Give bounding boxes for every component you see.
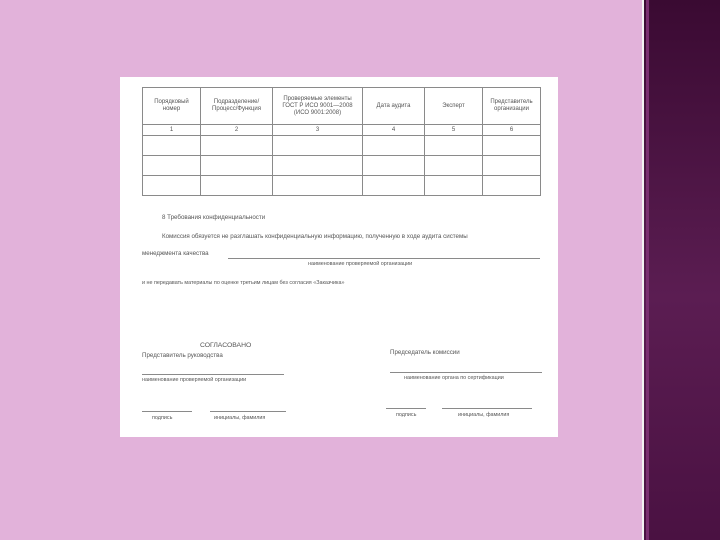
column-number-row <box>143 125 541 136</box>
name-line <box>442 408 532 409</box>
header-cell: Представитель организации <box>483 88 541 125</box>
header-cell: Подразделение/ Процесс/Функция <box>201 88 273 125</box>
section-heading: 8 Требования конфиденциальности <box>162 214 266 221</box>
approved-heading: СОГЛАСОВАНО <box>200 342 252 349</box>
caption-signature: подпись <box>396 412 417 418</box>
commission-chairman-label: Председатель комиссии <box>390 349 460 356</box>
column-number: 3 <box>273 125 363 136</box>
management-representative-label: Представитель руководства <box>142 352 223 359</box>
caption-organization: наименование проверяемой организации <box>308 261 413 267</box>
decorative-side-panel <box>642 0 720 540</box>
section-body-text: Комиссия обязуется не разглашать конфиденциальную информацию, полученную в ходе аудита системы <box>162 233 468 240</box>
header-cell: Порядковый номер <box>143 88 201 125</box>
table-row <box>143 136 541 156</box>
column-number: 1 <box>143 125 201 136</box>
caption-organization: наименование проверяемой организации <box>142 377 247 383</box>
column-number: 4 <box>363 125 425 136</box>
column-number: 2 <box>201 125 273 136</box>
caption-signature: подпись <box>152 415 173 421</box>
signature-line <box>390 372 542 373</box>
side-panel-stripe <box>646 0 649 540</box>
fill-line <box>228 258 540 259</box>
signature-line <box>142 411 192 412</box>
section-footnote-text: и не передавать материалы по оценке третьим лицам без согласия «Заказчика» <box>142 280 345 286</box>
header-cell: Эксперт <box>425 88 483 125</box>
table-row <box>143 176 541 196</box>
caption-full-name: инициалы, фамилия <box>214 415 266 421</box>
caption-certification-body: наименование органа по сертификации <box>404 375 504 381</box>
signature-line <box>386 408 426 409</box>
column-number: 5 <box>425 125 483 136</box>
table-header-row <box>143 88 541 125</box>
table-row <box>143 156 541 176</box>
column-number: 6 <box>483 125 541 136</box>
signature-line <box>142 374 284 375</box>
caption-full-name: инициалы, фамилия <box>458 412 510 418</box>
section-body-text-continued: менеджмента качества <box>142 250 209 257</box>
header-cell: Дата аудита <box>363 88 425 125</box>
document-page <box>120 77 558 437</box>
header-cell: Проверяемые элементы ГОСТ Р ИСО 9001—2008 (ИСО 9001:2008) <box>273 88 363 125</box>
name-line <box>210 411 286 412</box>
audit-schedule-table <box>142 87 541 196</box>
